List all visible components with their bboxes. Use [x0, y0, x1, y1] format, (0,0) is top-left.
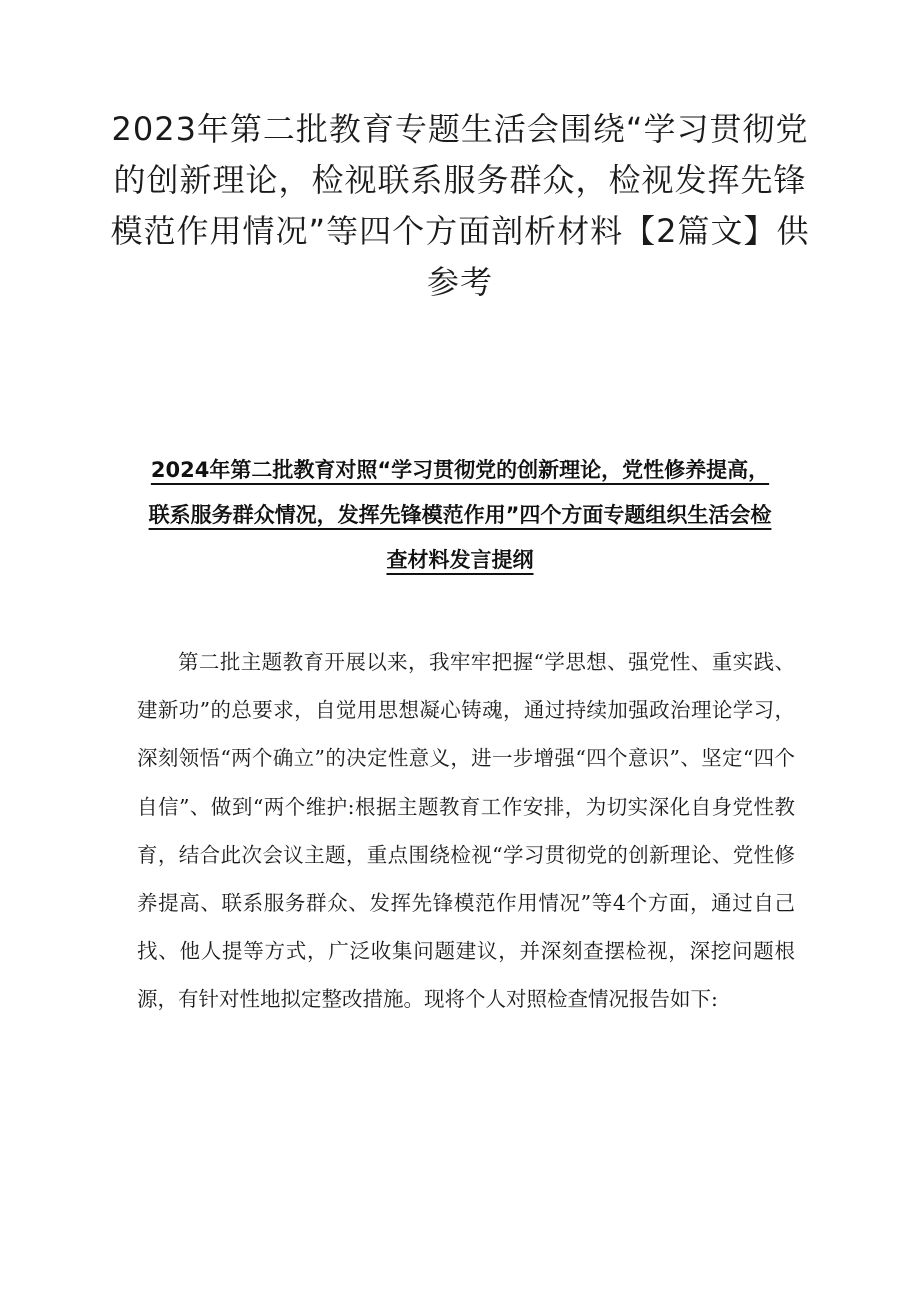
document-subtitle: [142, 448, 778, 583]
document-subtitle-text: 2024年第二批教育对照“学习贯彻党的创新理论，党性修养提高，联系服务群众情况，发挥先锋模范作用”四个方面专题组织生活会检查材料发言提纲: [148, 458, 772, 572]
document-main-title: 2023年第二批教育专题生活会围绕“学习贯彻党的创新理论，检视联系服务群众，检视发挥先锋模范作用情况”等四个方面剖析材料【2篇文】供参考: [110, 110, 810, 301]
document-paragraph: 第二批主题教育开展以来，我牢牢把握“学思想、强党性、重实践、建新功”的总要求，自觉用思想凝心铸魂，通过持续加强政治理论学习，深刻领悟“两个确立”的决定性意义，进一步增强“四个意识”、坚定“四个自信”、做到“两个维护:根据主题教育工作安排，为切实深化自身党性教育，结合此次会议主题，重点围绕检视“学习贯彻党的创新理论、党性修养提高、联系服务群众、发挥先锋模范作用情况”等4个方面，通过自己找、他人提等方式，广泛收集问题建议，并深刻查摆检视，深挖问题根源，有针对性地拟定整改措施。现将个人对照检查情况报告如下:: [137, 650, 795, 1012]
